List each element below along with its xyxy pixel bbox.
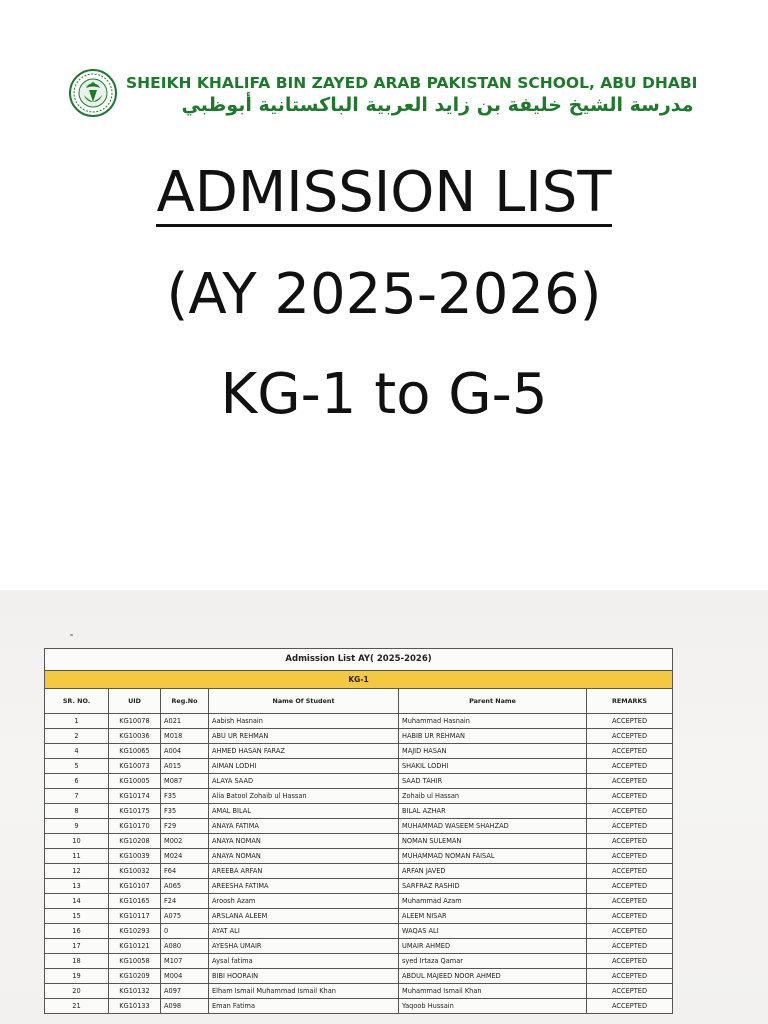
remarks-cell: ACCEPTED: [587, 864, 673, 879]
uid-cell: KG10132: [109, 984, 161, 999]
reg-no-cell: F35: [161, 804, 209, 819]
reg-no-cell: A075: [161, 909, 209, 924]
student-name-cell: ANAYA FATIMA: [209, 819, 399, 834]
student-name-cell: Alia Batool Zohaib ul Hassan: [209, 789, 399, 804]
table-row: [45, 894, 673, 909]
remarks-cell: ACCEPTED: [587, 954, 673, 969]
table-row: [45, 714, 673, 729]
table-row: [45, 864, 673, 879]
sr-no-cell: 20: [45, 984, 109, 999]
table-row: [45, 744, 673, 759]
sr-no-cell: 19: [45, 969, 109, 984]
table-row: [45, 774, 673, 789]
column-header-student-name: Name Of Student: [209, 689, 399, 714]
uid-cell: KG10005: [109, 774, 161, 789]
uid-cell: KG10121: [109, 939, 161, 954]
student-name-cell: Aroosh Azam: [209, 894, 399, 909]
remarks-cell: ACCEPTED: [587, 819, 673, 834]
scanned-admission-sheet: [0, 590, 768, 1024]
reg-no-cell: A080: [161, 939, 209, 954]
reg-no-cell: A021: [161, 714, 209, 729]
parent-name-cell: Yaqoob Hussain: [399, 999, 587, 1014]
sr-no-cell: 8: [45, 804, 109, 819]
remarks-cell: ACCEPTED: [587, 924, 673, 939]
grades-title: KG-1 to G-5: [220, 362, 548, 427]
sr-no-cell: 17: [45, 939, 109, 954]
uid-cell: KG10039: [109, 849, 161, 864]
sr-no-cell: 4: [45, 744, 109, 759]
table-row: [45, 924, 673, 939]
remarks-cell: ACCEPTED: [587, 789, 673, 804]
student-name-cell: BIBI HOORAIN: [209, 969, 399, 984]
reg-no-cell: A015: [161, 759, 209, 774]
remarks-cell: ACCEPTED: [587, 729, 673, 744]
table-row: [45, 954, 673, 969]
document-title-text: ADMISSION LIST: [156, 160, 612, 225]
table-row: [45, 984, 673, 999]
sr-no-cell: 12: [45, 864, 109, 879]
student-name-cell: AHMED HASAN FARAZ: [209, 744, 399, 759]
parent-name-cell: Muhammad Hasnain: [399, 714, 587, 729]
remarks-cell: ACCEPTED: [587, 849, 673, 864]
parent-name-cell: ABDUL MAJEED NOOR AHMED: [399, 969, 587, 984]
sr-no-cell: 11: [45, 849, 109, 864]
remarks-cell: ACCEPTED: [587, 969, 673, 984]
student-name-cell: AREEBA ARFAN: [209, 864, 399, 879]
parent-name-cell: ALEEM NISAR: [399, 909, 587, 924]
sr-no-cell: 2: [45, 729, 109, 744]
reg-no-cell: M087: [161, 774, 209, 789]
sr-no-cell: 21: [45, 999, 109, 1014]
student-name-cell: AYAT ALI: [209, 924, 399, 939]
uid-cell: KG10208: [109, 834, 161, 849]
student-name-cell: AREESHA FATIMA: [209, 879, 399, 894]
parent-name-cell: SAAD TAHIR: [399, 774, 587, 789]
table-row: [45, 879, 673, 894]
reg-no-cell: A098: [161, 999, 209, 1014]
parent-name-cell: Zohaib ul Hassan: [399, 789, 587, 804]
column-header-sr-no: SR. NO.: [45, 689, 109, 714]
sr-no-cell: 9: [45, 819, 109, 834]
sr-no-cell: 15: [45, 909, 109, 924]
remarks-cell: ACCEPTED: [587, 999, 673, 1014]
uid-cell: KG10032: [109, 864, 161, 879]
uid-cell: KG10117: [109, 909, 161, 924]
table-row: [45, 759, 673, 774]
parent-name-cell: UMAIR AHMED: [399, 939, 587, 954]
student-name-cell: Aabish Hasnain: [209, 714, 399, 729]
remarks-cell: ACCEPTED: [587, 714, 673, 729]
uid-cell: KG10165: [109, 894, 161, 909]
student-name-cell: ALAYA SAAD: [209, 774, 399, 789]
reg-no-cell: F35: [161, 789, 209, 804]
sr-no-cell: 18: [45, 954, 109, 969]
parent-name-cell: WAQAS ALI: [399, 924, 587, 939]
parent-name-cell: NOMAN SULEMAN: [399, 834, 587, 849]
grade-band-row: [45, 671, 673, 689]
parent-name-cell: BILAL AZHAR: [399, 804, 587, 819]
uid-cell: KG10073: [109, 759, 161, 774]
parent-name-cell: MUHAMMAD WASEEM SHAHZAD: [399, 819, 587, 834]
sr-no-cell: 7: [45, 789, 109, 804]
table-row: [45, 819, 673, 834]
school-name-arabic: مدرسة الشيخ خليفة بن زايد العربية الباكستانية أبوظبي: [181, 94, 694, 116]
admission-table: [44, 648, 673, 1014]
uid-cell: KG10175: [109, 804, 161, 819]
uid-cell: KG10058: [109, 954, 161, 969]
remarks-cell: ACCEPTED: [587, 909, 673, 924]
reg-no-cell: A065: [161, 879, 209, 894]
sr-no-cell: 14: [45, 894, 109, 909]
remarks-cell: ACCEPTED: [587, 834, 673, 849]
uid-cell: KG10209: [109, 969, 161, 984]
column-header-parent-name: Parent Name: [399, 689, 587, 714]
table-row: [45, 939, 673, 954]
remarks-cell: ACCEPTED: [587, 774, 673, 789]
parent-name-cell: HABIB UR REHMAN: [399, 729, 587, 744]
column-header-remarks: REMARKS: [587, 689, 673, 714]
parent-name-cell: Muhammad Ismail Khan: [399, 984, 587, 999]
remarks-cell: ACCEPTED: [587, 759, 673, 774]
uid-cell: KG10170: [109, 819, 161, 834]
school-name-english: SHEIKH KHALIFA BIN ZAYED ARAB PAKISTAN SCHOOL, ABU DHABI: [126, 74, 698, 92]
uid-cell: KG10133: [109, 999, 161, 1014]
reg-no-cell: F64: [161, 864, 209, 879]
table-row: [45, 789, 673, 804]
parent-name-cell: ARFAN JAVED: [399, 864, 587, 879]
sr-no-cell: 1: [45, 714, 109, 729]
table-row: [45, 999, 673, 1014]
table-row: [45, 834, 673, 849]
parent-name-cell: MUHAMMAD NOMAN FAISAL: [399, 849, 587, 864]
uid-cell: KG10174: [109, 789, 161, 804]
uid-cell: KG10293: [109, 924, 161, 939]
remarks-cell: ACCEPTED: [587, 744, 673, 759]
scan-speck: [70, 634, 73, 636]
uid-cell: KG10036: [109, 729, 161, 744]
student-name-cell: AYESHA UMAIR: [209, 939, 399, 954]
parent-name-cell: Muhammad Azam: [399, 894, 587, 909]
sr-no-cell: 6: [45, 774, 109, 789]
student-name-cell: AMAL BILAL: [209, 804, 399, 819]
student-name-cell: ANAYA NOMAN: [209, 849, 399, 864]
remarks-cell: ACCEPTED: [587, 939, 673, 954]
reg-no-cell: 0: [161, 924, 209, 939]
column-header-uid: UID: [109, 689, 161, 714]
parent-name-cell: SHAKIL LODHI: [399, 759, 587, 774]
student-name-cell: Eman Fatima: [209, 999, 399, 1014]
table-caption: Admission List AY( 2025-2026): [45, 649, 673, 671]
table-row: [45, 804, 673, 819]
reg-no-cell: A097: [161, 984, 209, 999]
uid-cell: KG10078: [109, 714, 161, 729]
student-name-cell: AIMAN LODHI: [209, 759, 399, 774]
student-name-cell: ARSLANA ALEEM: [209, 909, 399, 924]
document-title: [0, 160, 768, 227]
remarks-cell: ACCEPTED: [587, 879, 673, 894]
student-name-cell: Aysal fatima: [209, 954, 399, 969]
sr-no-cell: 10: [45, 834, 109, 849]
table-row: [45, 909, 673, 924]
student-name-cell: ABU UR REHMAN: [209, 729, 399, 744]
table-caption-row: [45, 649, 673, 671]
reg-no-cell: M024: [161, 849, 209, 864]
reg-no-cell: M107: [161, 954, 209, 969]
column-header-reg-no: Reg.No: [161, 689, 209, 714]
school-crest-icon: [68, 68, 118, 118]
remarks-cell: ACCEPTED: [587, 984, 673, 999]
table-header-row: [45, 689, 673, 714]
parent-name-cell: MAJID HASAN: [399, 744, 587, 759]
sr-no-cell: 13: [45, 879, 109, 894]
reg-no-cell: A004: [161, 744, 209, 759]
parent-name-cell: syed Irtaza Qamar: [399, 954, 587, 969]
reg-no-cell: M004: [161, 969, 209, 984]
reg-no-cell: F24: [161, 894, 209, 909]
student-name-cell: Elham Ismail Muhammad Ismail Khan: [209, 984, 399, 999]
remarks-cell: ACCEPTED: [587, 804, 673, 819]
sr-no-cell: 5: [45, 759, 109, 774]
uid-cell: KG10107: [109, 879, 161, 894]
student-name-cell: ANAYA NOMAN: [209, 834, 399, 849]
reg-no-cell: F29: [161, 819, 209, 834]
academic-year-title: (AY 2025-2026): [166, 262, 602, 327]
parent-name-cell: SARFRAZ RASHID: [399, 879, 587, 894]
remarks-cell: ACCEPTED: [587, 894, 673, 909]
sr-no-cell: 16: [45, 924, 109, 939]
reg-no-cell: M018: [161, 729, 209, 744]
table-row: [45, 969, 673, 984]
table-row: [45, 729, 673, 744]
uid-cell: KG10065: [109, 744, 161, 759]
reg-no-cell: M002: [161, 834, 209, 849]
table-row: [45, 849, 673, 864]
grade-label: KG-1: [45, 671, 673, 689]
